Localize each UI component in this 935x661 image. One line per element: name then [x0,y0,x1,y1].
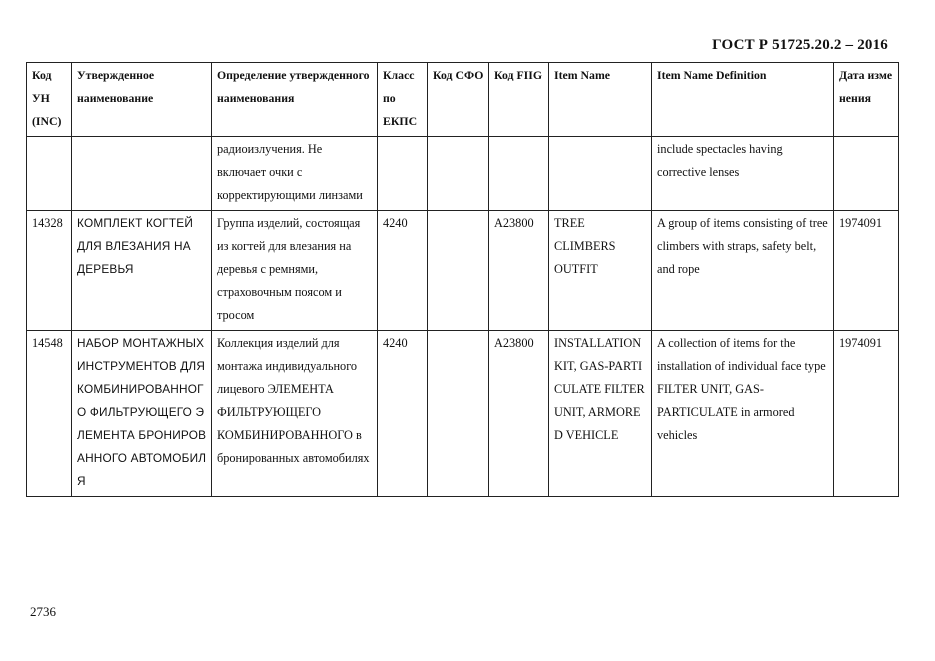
cell-change-date [834,137,899,211]
cell-sfo [428,137,489,211]
cell-ekps: 4240 [378,331,428,497]
table-header-row [27,63,899,137]
cell-change-date: 1974091 [834,331,899,497]
cell-item-name: TREE CLIMBERS OUTFIT [549,211,652,331]
cell-fiig: A23800 [489,211,549,331]
cell-change-date: 1974091 [834,211,899,331]
cell-approved-name [72,137,212,211]
cell-sfo [428,331,489,497]
table-row [27,211,899,331]
table-row [27,137,899,211]
cell-fiig: A23800 [489,331,549,497]
cell-item-name [549,137,652,211]
cell-inc: 14548 [27,331,72,497]
header-inc: Код УН (INC) [27,63,72,137]
header-fiig: Код FIIG [489,63,549,137]
cell-definition: Коллекция изделий для монтажа индивидуального лицевого ЭЛЕМЕНТА ФИЛЬТРУЮЩЕГО КОМБИНИРОВАННОГО в бронированных автомобилях [212,331,378,497]
cell-inc: 14328 [27,211,72,331]
header-approved-name: Утвержденное наименование [72,63,212,137]
cell-inc [27,137,72,211]
cell-ekps: 4240 [378,211,428,331]
cell-item-name: INSTALLATION KIT, GAS-PARTICULATE FILTER UNIT, ARMORED VEHICLE [549,331,652,497]
cell-item-name-definition: A group of items consisting of tree climbers with straps, safety belt, and rope [652,211,834,331]
item-name-table [26,62,899,497]
header-ekps: Класс по ЕКПС [378,63,428,137]
table-row [27,331,899,497]
cell-ekps [378,137,428,211]
cell-definition: Группа изделий, состоящая из когтей для влезания на деревья с ремнями, страховочным поясом и тросом [212,211,378,331]
cell-approved-name: КОМПЛЕКТ КОГТЕЙ ДЛЯ ВЛЕЗАНИЯ НА ДЕРЕВЬЯ [72,211,212,331]
cell-item-name-definition: A collection of items for the installation of individual face type FILTER UNIT, GAS-PARTICULATE in armored vehicles [652,331,834,497]
header-item-name: Item Name [549,63,652,137]
cell-approved-name: НАБОР МОНТАЖНЫХ ИНСТРУМЕНТОВ ДЛЯ КОМБИНИРОВАННОГО ФИЛЬТРУЮЩЕГО ЭЛЕМЕНТА БРОНИРОВАННОГО АВТОМОБИЛЯ [72,331,212,497]
cell-item-name-definition: include spectacles having corrective lenses [652,137,834,211]
page-number: 2736 [30,604,56,619]
header-definition: Определение утвержденного наименования [212,63,378,137]
header-change-date: Дата изменения [834,63,899,137]
cell-sfo [428,211,489,331]
header-sfo: Код СФО [428,63,489,137]
document-code: ГОСТ Р 51725.20.2 – 2016 [712,37,888,53]
header-item-name-definition: Item Name Definition [652,63,834,137]
cell-fiig [489,137,549,211]
cell-definition: радиоизлучения. Не включает очки с корректирующими линзами [212,137,378,211]
